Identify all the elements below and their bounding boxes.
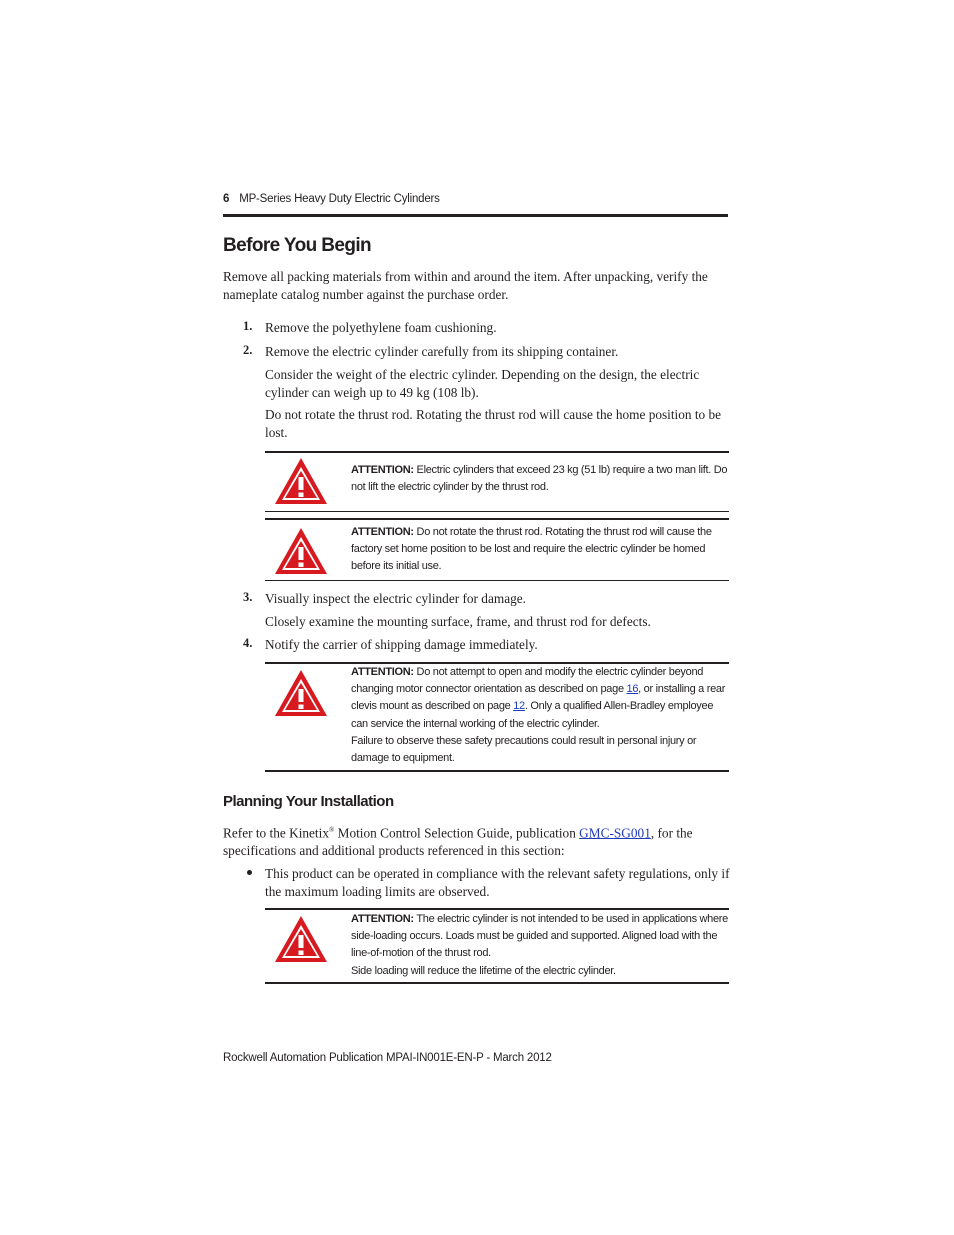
bullet-text: This product can be operated in compliance with the relevant safety regulations, only if the maximum loading limits are observed. — [265, 866, 730, 899]
attention-label: ATTENTION: — [351, 913, 414, 925]
step-text: Visually inspect the electric cylinder for damage. — [265, 591, 526, 606]
section-heading: Before You Begin — [223, 235, 372, 256]
planning-intro: Refer to the Kinetix® Motion Control Selection Guide, publication GMC-SG001, for the specifications and additional products referenced in this section: — [223, 825, 693, 858]
step-note: Do not rotate the thrust rod. Rotating the thrust rod will cause the home position to be lost. — [265, 407, 722, 440]
attention-rule — [265, 580, 729, 581]
warning-triangle-icon — [273, 526, 329, 576]
step-note: Closely examine the mounting surface, frame, and thrust rod for defects. — [265, 614, 651, 629]
header-title: MP-Series Heavy Duty Electric Cylinders — [239, 193, 440, 205]
attention-extra: Side loading will reduce the lifetime of the electric cylinder. — [351, 964, 616, 977]
bullet-dot — [247, 870, 252, 875]
page-link-16[interactable]: 16 — [626, 683, 639, 696]
attention-rule — [265, 511, 729, 512]
warning-triangle-icon — [273, 914, 329, 964]
footer: Rockwell Automation Publication MPAI-IN001E-EN-P - March 2012 — [223, 1052, 552, 1064]
attention-rule — [265, 451, 729, 453]
page-link-12[interactable]: 12 — [513, 700, 525, 713]
attention-rule — [265, 908, 729, 910]
publication-link[interactable]: GMC-SG001 — [579, 825, 651, 841]
page-number: 6 — [223, 193, 230, 205]
attention-text: ATTENTION: The electric cylinder is not intended to be used in applications where side-loading occurs. Loads must be guided and supported. Aligned load with the line-of-motion of the thrust rod. Side loading will reduce the lifetime of the electric cylinder. — [351, 913, 728, 977]
attention-text: ATTENTION: Do not attempt to open and modify the electric cylinder beyond changing motor connector orientation as described on page 16, or installing a rear clevis mount as described on page 12. Only a qualified Allen-Bradley employee can service the internal working of the electric cylinder. Failure to observe these safety precautions could result in personal injury or damage to equipment. — [351, 666, 726, 765]
attention-rule — [265, 982, 729, 984]
step-number: 3. — [243, 590, 253, 604]
step-text: Remove the polyethylene foam cushioning. — [265, 320, 497, 335]
warning-triangle-icon — [273, 668, 329, 718]
attention-rule — [265, 770, 729, 772]
intro-paragraph: Remove all packing materials from within and around the item. After unpacking, verify the nameplate catalog number against the purchase order. — [223, 269, 708, 302]
attention-text: ATTENTION: Electric cylinders that exceed 23 kg (51 lb) require a two man lift. Do not lift the electric cylinder by the thrust rod. — [351, 464, 728, 494]
attention-extra: Failure to observe these safety precautions could result in personal injury or damage to equipment. — [351, 734, 697, 765]
step-text: Remove the electric cylinder carefully from its shipping container. — [265, 344, 619, 359]
step-text: Notify the carrier of shipping damage immediately. — [265, 637, 538, 652]
step-note: Consider the weight of the electric cylinder. Depending on the design, the electric cylinder can weigh up to 49 kg (108 lb). — [265, 367, 700, 400]
attention-label: ATTENTION: — [351, 526, 414, 538]
attention-label: ATTENTION: — [351, 464, 414, 476]
running-header — [223, 193, 440, 205]
step-number: 4. — [243, 636, 253, 650]
step-number: 2. — [243, 343, 253, 357]
attention-text: ATTENTION: Do not rotate the thrust rod. Rotating the thrust rod will cause the factory set home position to be lost and require the electric cylinder be homed before its initial use. — [351, 526, 712, 573]
step-number: 1. — [243, 319, 253, 333]
header-rule — [223, 214, 728, 217]
subsection-heading: Planning Your Installation — [223, 793, 394, 810]
attention-label: ATTENTION: — [351, 666, 414, 678]
warning-triangle-icon — [273, 456, 329, 506]
attention-rule — [265, 518, 729, 520]
